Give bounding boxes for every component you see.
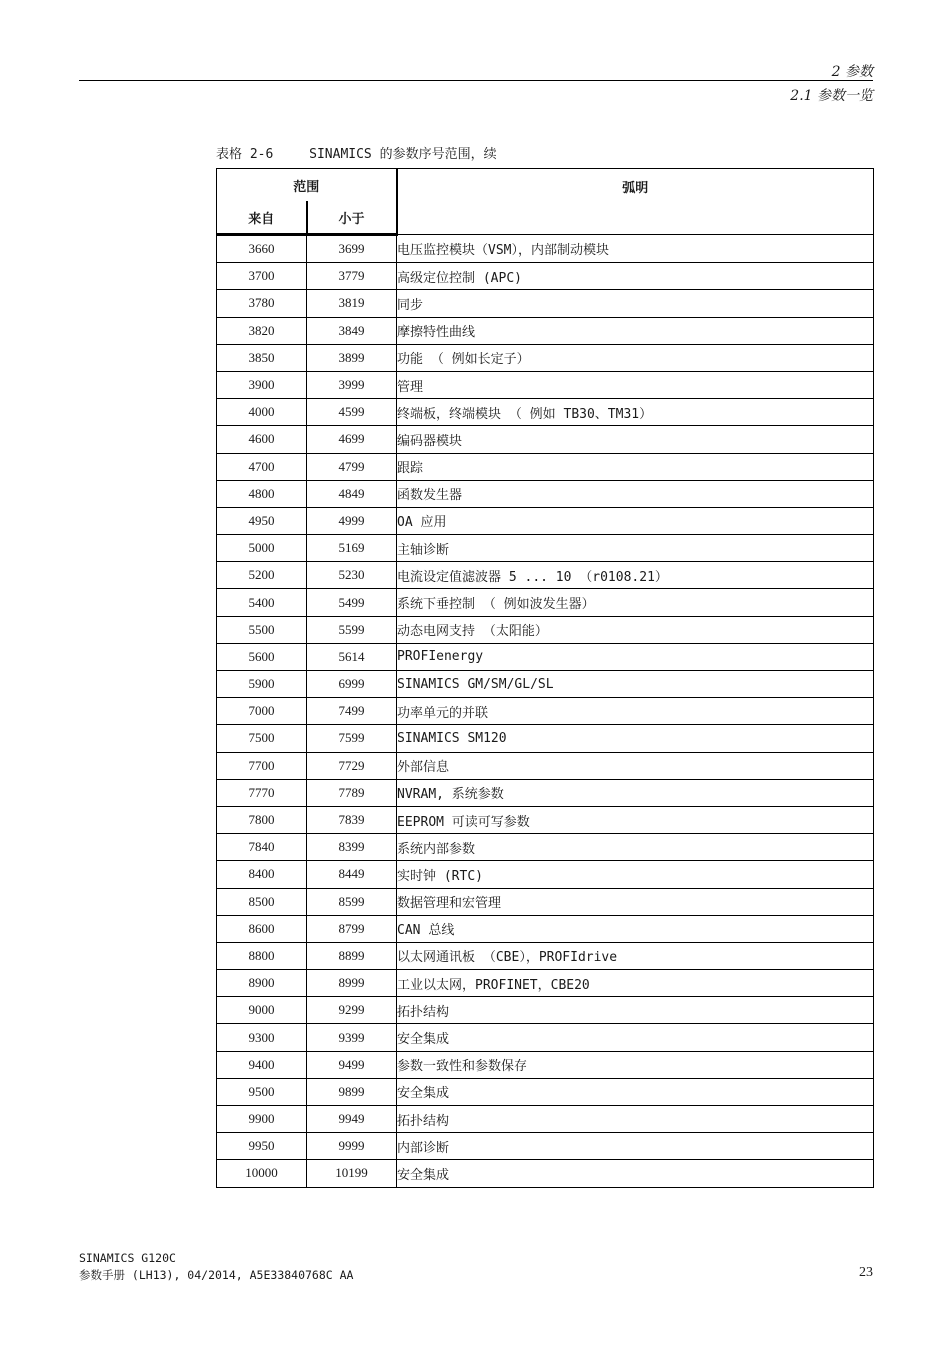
range-from-cell: 5500 xyxy=(217,616,307,643)
table-row xyxy=(217,834,874,861)
table-row xyxy=(217,806,874,833)
table-row xyxy=(217,752,874,779)
table-row xyxy=(217,1160,874,1187)
description-cell: 高级定位控制 (APC) xyxy=(397,263,874,290)
range-from-cell: 8500 xyxy=(217,888,307,915)
description-cell: CAN 总线 xyxy=(397,915,874,942)
description-cell: 电流设定值滤波器 5 ... 10 （r0108.21） xyxy=(397,562,874,589)
range-from-cell: 9400 xyxy=(217,1051,307,1078)
range-to-cell: 4799 xyxy=(307,453,397,480)
description-cell: 以太网通讯板 （CBE），PROFIdrive xyxy=(397,942,874,969)
range-to-cell: 7729 xyxy=(307,752,397,779)
description-cell: 外部信息 xyxy=(397,752,874,779)
table-row xyxy=(217,344,874,371)
description-cell: SINAMICS SM120 xyxy=(397,725,874,752)
range-to-cell: 4699 xyxy=(307,426,397,453)
range-to-cell: 8449 xyxy=(307,861,397,888)
range-from-cell: 8900 xyxy=(217,970,307,997)
description-cell: OA 应用 xyxy=(397,507,874,534)
table-row xyxy=(217,779,874,806)
description-cell: 系统内部参数 xyxy=(397,834,874,861)
footer-product: SINAMICS G120C xyxy=(79,1251,176,1265)
range-to-cell: 8899 xyxy=(307,942,397,969)
to-header: 小于 xyxy=(307,201,397,235)
range-from-cell: 9500 xyxy=(217,1078,307,1105)
description-cell: 功率单元的并联 xyxy=(397,698,874,725)
table-row xyxy=(217,1106,874,1133)
range-from-cell: 3850 xyxy=(217,344,307,371)
description-cell: 跟踪 xyxy=(397,453,874,480)
table-row xyxy=(217,616,874,643)
range-from-cell: 4950 xyxy=(217,507,307,534)
table-row xyxy=(217,1078,874,1105)
range-to-cell: 8999 xyxy=(307,970,397,997)
range-to-cell: 8399 xyxy=(307,834,397,861)
header-rule xyxy=(79,80,873,81)
table-row xyxy=(217,861,874,888)
description-cell: 拓扑结构 xyxy=(397,1106,874,1133)
range-from-cell: 3700 xyxy=(217,263,307,290)
range-from-cell: 5000 xyxy=(217,535,307,562)
range-to-cell: 9949 xyxy=(307,1106,397,1133)
range-from-cell: 3780 xyxy=(217,290,307,317)
range-from-cell: 10000 xyxy=(217,1160,307,1187)
range-to-cell: 7839 xyxy=(307,806,397,833)
table-row xyxy=(217,290,874,317)
range-from-cell: 8800 xyxy=(217,942,307,969)
range-from-cell: 9900 xyxy=(217,1106,307,1133)
range-from-cell: 4800 xyxy=(217,480,307,507)
description-cell: 编码器模块 xyxy=(397,426,874,453)
range-to-cell: 5230 xyxy=(307,562,397,589)
range-from-cell: 3660 xyxy=(217,235,307,263)
range-from-cell: 7000 xyxy=(217,698,307,725)
table-caption-number: 表格 2-6 xyxy=(216,147,274,162)
table-row xyxy=(217,1051,874,1078)
range-from-cell: 9000 xyxy=(217,997,307,1024)
description-cell: 功能 （ 例如长定子） xyxy=(397,344,874,371)
table-row xyxy=(217,480,874,507)
table-row xyxy=(217,399,874,426)
range-to-cell: 3999 xyxy=(307,371,397,398)
range-header: 范围 xyxy=(217,169,397,202)
range-to-cell: 7789 xyxy=(307,779,397,806)
description-cell: 系统下垂控制 （ 例如波发生器） xyxy=(397,589,874,616)
table-row xyxy=(217,725,874,752)
footer-manual: 参数手册 (LH13), 04/2014, A5E33840768C AA xyxy=(79,1268,354,1282)
description-cell: 函数发生器 xyxy=(397,480,874,507)
range-to-cell: 7499 xyxy=(307,698,397,725)
range-to-cell: 8599 xyxy=(307,888,397,915)
range-to-cell: 9499 xyxy=(307,1051,397,1078)
table-row xyxy=(217,317,874,344)
table-row xyxy=(217,698,874,725)
range-to-cell: 9299 xyxy=(307,997,397,1024)
table-row xyxy=(217,371,874,398)
range-from-cell: 9300 xyxy=(217,1024,307,1051)
range-to-cell: 3899 xyxy=(307,344,397,371)
range-to-cell: 5614 xyxy=(307,643,397,670)
range-from-cell: 4700 xyxy=(217,453,307,480)
table-row xyxy=(217,942,874,969)
range-from-cell: 5200 xyxy=(217,562,307,589)
range-from-cell: 5900 xyxy=(217,671,307,698)
description-cell: 实时钟 (RTC) xyxy=(397,861,874,888)
description-cell: EEPROM 可读可写参数 xyxy=(397,806,874,833)
description-cell: 同步 xyxy=(397,290,874,317)
range-from-cell: 8600 xyxy=(217,915,307,942)
description-cell: SINAMICS GM/SM/GL/SL xyxy=(397,671,874,698)
range-to-cell: 3819 xyxy=(307,290,397,317)
table-row xyxy=(217,453,874,480)
description-cell: 电压监控模块（VSM），内部制动模块 xyxy=(397,235,874,263)
range-to-cell: 5169 xyxy=(307,535,397,562)
range-to-cell: 3849 xyxy=(307,317,397,344)
range-from-cell: 3900 xyxy=(217,371,307,398)
range-to-cell: 6999 xyxy=(307,671,397,698)
table-caption-title: SINAMICS 的参数序号范围，续 xyxy=(309,147,497,162)
table-row xyxy=(217,1133,874,1160)
table-row xyxy=(217,562,874,589)
range-to-cell: 8799 xyxy=(307,915,397,942)
description-header: 弧明 xyxy=(397,169,874,235)
range-to-cell: 9899 xyxy=(307,1078,397,1105)
description-cell: 内部诊断 xyxy=(397,1133,874,1160)
table-row xyxy=(217,915,874,942)
table-row xyxy=(217,643,874,670)
description-cell: 摩擦特性曲线 xyxy=(397,317,874,344)
description-cell: 安全集成 xyxy=(397,1024,874,1051)
range-to-cell: 5599 xyxy=(307,616,397,643)
description-cell: NVRAM, 系统参数 xyxy=(397,779,874,806)
footer xyxy=(79,1250,353,1284)
description-cell: 数据管理和宏管理 xyxy=(397,888,874,915)
range-from-cell: 4000 xyxy=(217,399,307,426)
description-cell: PROFIenergy xyxy=(397,643,874,670)
range-from-cell: 7500 xyxy=(217,725,307,752)
range-from-cell: 7840 xyxy=(217,834,307,861)
table-row xyxy=(217,1024,874,1051)
table-row xyxy=(217,507,874,534)
range-from-cell: 5600 xyxy=(217,643,307,670)
description-cell: 动态电网支持 （太阳能） xyxy=(397,616,874,643)
description-cell: 终端板，终端模块 （ 例如 TB30、TM31） xyxy=(397,399,874,426)
range-from-cell: 4600 xyxy=(217,426,307,453)
table-row xyxy=(217,535,874,562)
table-row xyxy=(217,426,874,453)
table-row xyxy=(217,997,874,1024)
range-to-cell: 9999 xyxy=(307,1133,397,1160)
description-cell: 管理 xyxy=(397,371,874,398)
range-from-cell: 5400 xyxy=(217,589,307,616)
description-cell: 安全集成 xyxy=(397,1160,874,1187)
range-from-cell: 8400 xyxy=(217,861,307,888)
description-cell: 安全集成 xyxy=(397,1078,874,1105)
range-to-cell: 5499 xyxy=(307,589,397,616)
description-cell: 参数一致性和参数保存 xyxy=(397,1051,874,1078)
table-caption xyxy=(216,143,497,162)
table-row xyxy=(217,235,874,263)
range-from-cell: 7770 xyxy=(217,779,307,806)
table-row xyxy=(217,970,874,997)
range-from-cell: 7700 xyxy=(217,752,307,779)
range-from-cell: 3820 xyxy=(217,317,307,344)
parameter-range-table xyxy=(216,168,874,1188)
range-to-cell: 7599 xyxy=(307,725,397,752)
range-from-cell: 9950 xyxy=(217,1133,307,1160)
table-body xyxy=(217,235,874,1188)
description-cell: 主轴诊断 xyxy=(397,535,874,562)
table-row xyxy=(217,671,874,698)
table-row xyxy=(217,589,874,616)
range-from-cell: 7800 xyxy=(217,806,307,833)
header-chapter: 2 参数 xyxy=(831,64,873,80)
table-row xyxy=(217,888,874,915)
range-to-cell: 3699 xyxy=(307,235,397,263)
page-number: 23 xyxy=(859,1265,873,1280)
range-to-cell: 4849 xyxy=(307,480,397,507)
range-to-cell: 4599 xyxy=(307,399,397,426)
range-to-cell: 9399 xyxy=(307,1024,397,1051)
header-section: 2.1 参数一览 xyxy=(790,88,873,104)
from-header: 来自 xyxy=(217,201,307,235)
description-cell: 拓扑结构 xyxy=(397,997,874,1024)
range-to-cell: 3779 xyxy=(307,263,397,290)
range-to-cell: 4999 xyxy=(307,507,397,534)
range-to-cell: 10199 xyxy=(307,1160,397,1187)
table-row xyxy=(217,263,874,290)
description-cell: 工业以太网，PROFINET，CBE20 xyxy=(397,970,874,997)
